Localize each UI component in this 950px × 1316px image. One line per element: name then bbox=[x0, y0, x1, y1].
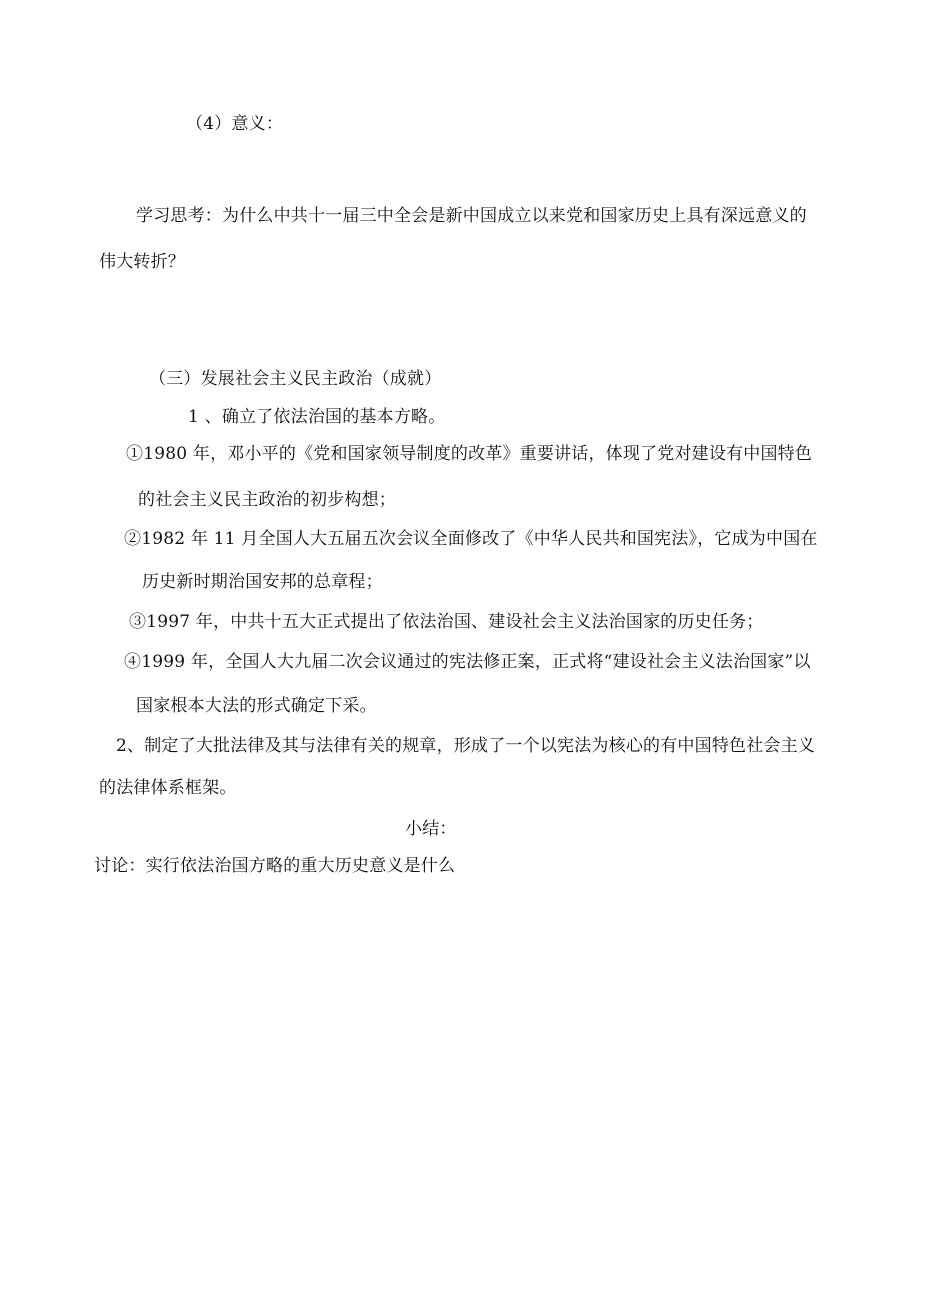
summary-label: 小结： bbox=[405, 819, 457, 839]
point-2-line-2: 历史新时期治国安邦的总章程； bbox=[142, 572, 383, 592]
meaning-heading: （4）意义： bbox=[186, 114, 284, 134]
point-1-line-1: ①1980 年，邓小平的《党和国家领导制度的改革》重要讲话，体现了党对建设有中国特色 bbox=[126, 444, 813, 464]
point-3-line-1: ③1997 年，中共十五大正式提出了依法治国、建设社会主义法治国家的历史任务； bbox=[129, 612, 764, 632]
section-3-heading: （三）发展社会主义民主政治（成就） bbox=[149, 369, 442, 389]
item-2-line-1: 2、制定了大批法律及其与法律有关的规章，形成了一个以宪法为核心的有中国特色社会主义 bbox=[116, 736, 816, 756]
point-1-line-2: 的社会主义民主政治的初步构想； bbox=[138, 490, 396, 510]
point-2-line-1: ②1982 年 11 月全国人大五届五次会议全面修改了《中华人民共和国宪法》，它成为中国在 bbox=[124, 529, 818, 549]
point-4-line-1: ④1999 年，全国人大九届二次会议通过的宪法修正案，正式将“建设社会主义法治国家”以 bbox=[124, 652, 811, 672]
study-question-line-1: 学习思考：为什么中共十一届三中全会是新中国成立以来党和国家历史上具有深远意义的 bbox=[136, 206, 807, 226]
discussion-prompt: 讨论：实行依法治国方略的重大历史意义是什么 bbox=[94, 856, 456, 876]
item-1-heading: 1 、确立了依法治国的基本方略。 bbox=[188, 407, 446, 427]
item-2-line-2: 的法律体系框架。 bbox=[99, 778, 237, 798]
point-4-line-2: 国家根本大法的形式确定下采。 bbox=[136, 696, 377, 716]
study-question-line-2: 伟大转折？ bbox=[99, 252, 185, 272]
